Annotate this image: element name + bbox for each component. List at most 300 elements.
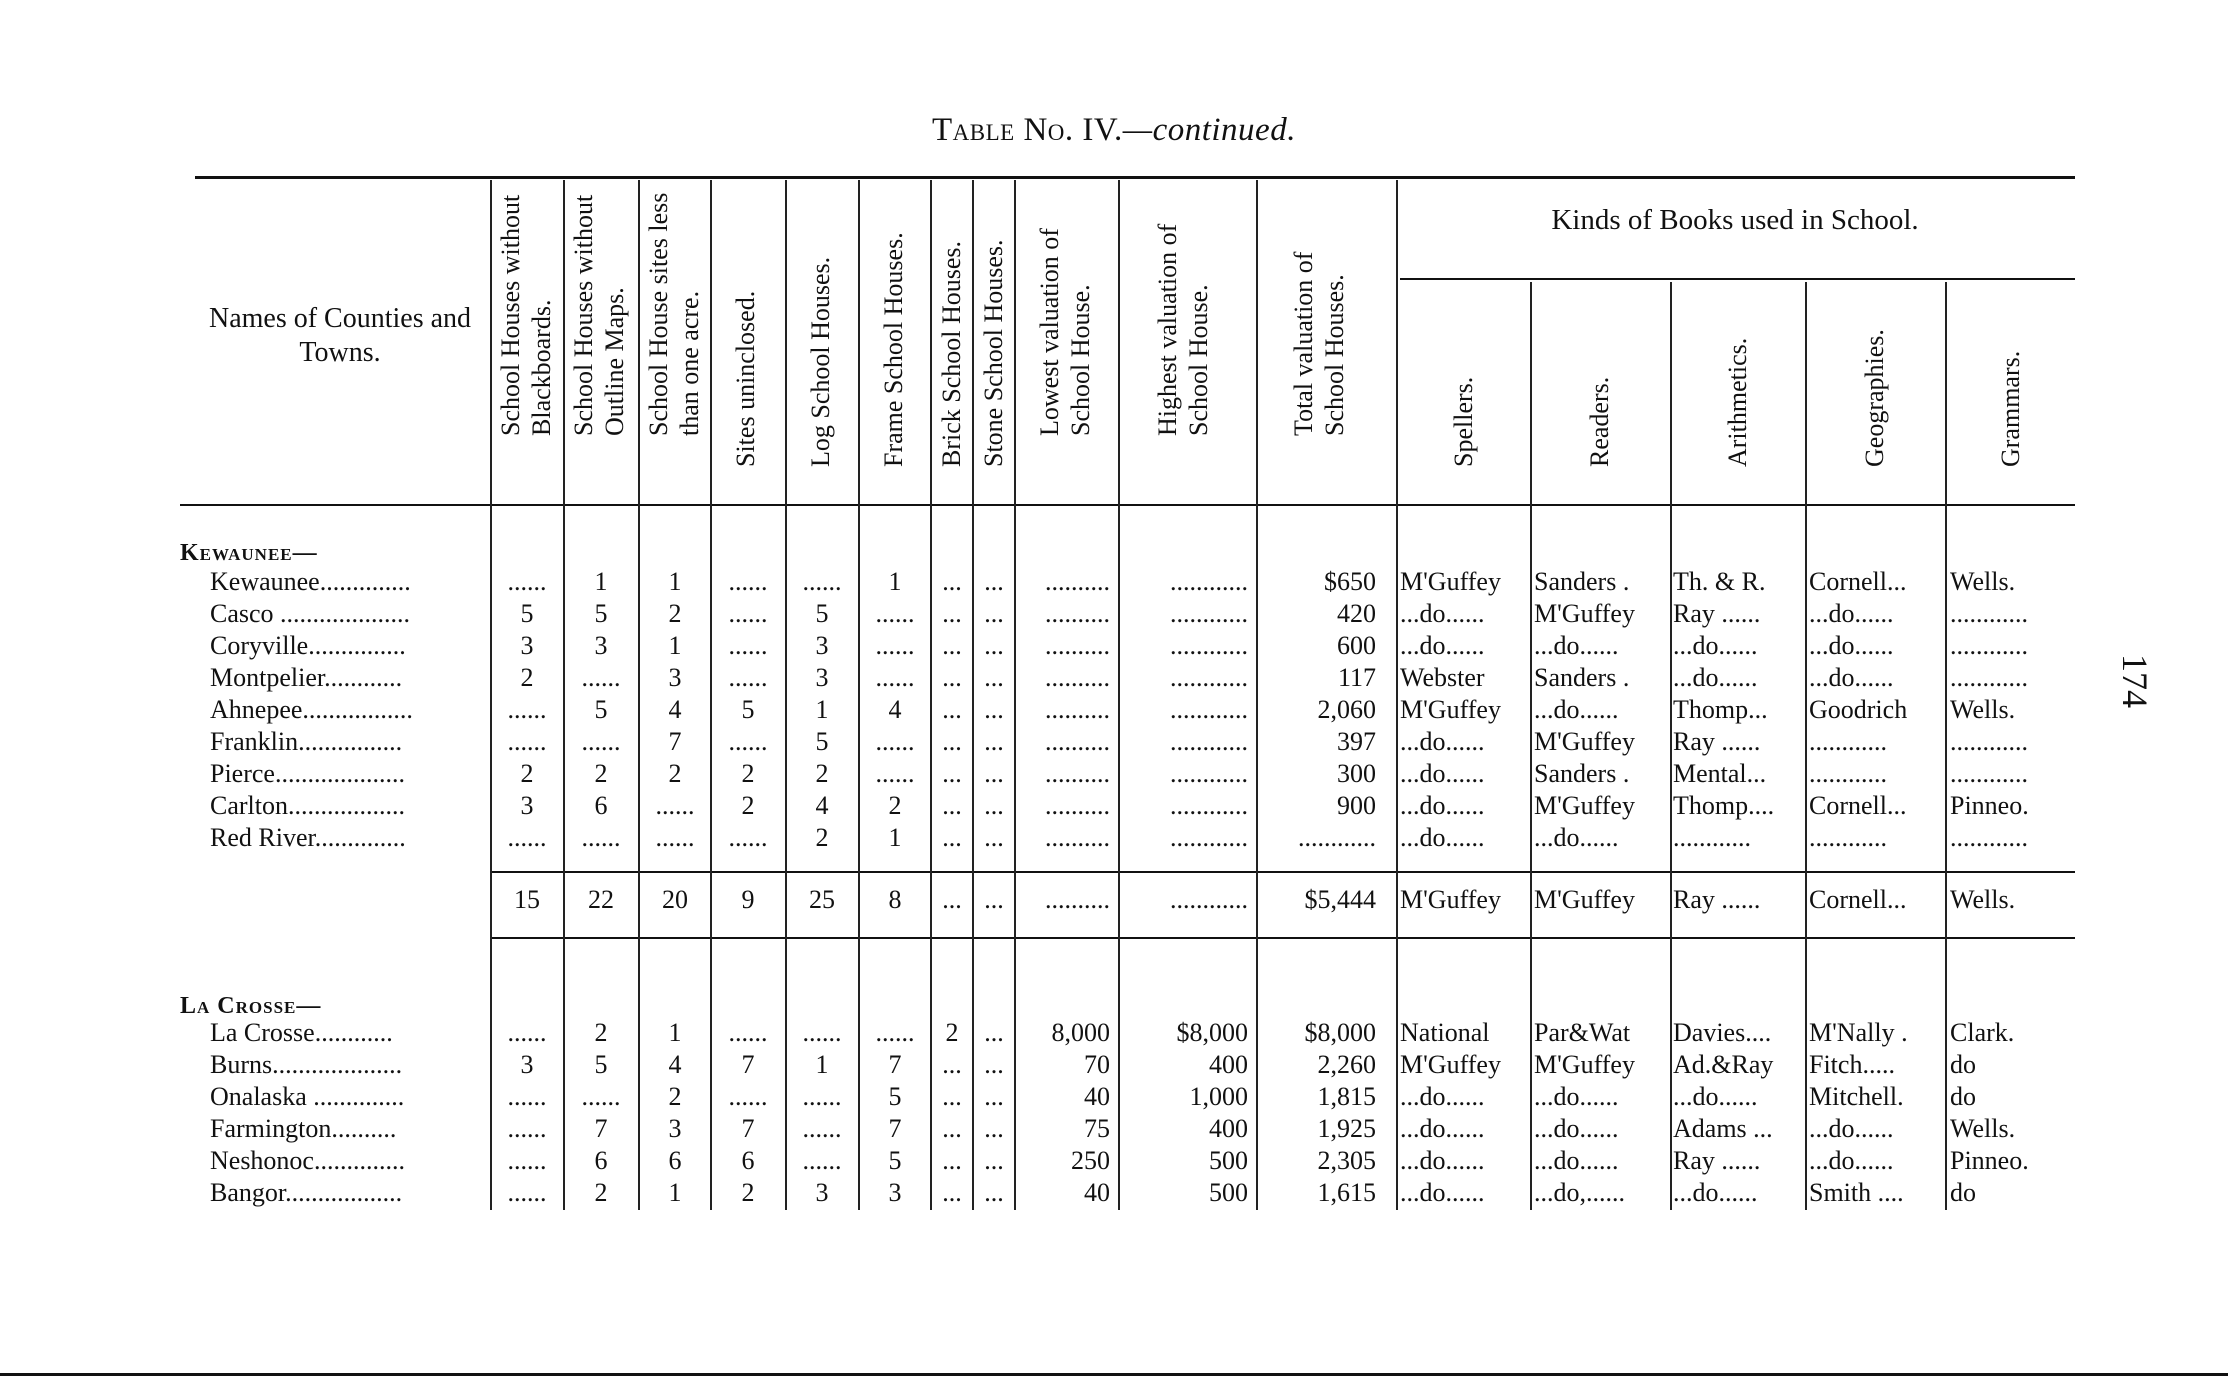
total-valuation-cell: $8,000 bbox=[1304, 1018, 1376, 1047]
geographies-cell: Cornell... bbox=[1809, 791, 1907, 820]
outline-maps-cell: ...... bbox=[581, 1082, 621, 1111]
sites-less-acre-cell: 1 bbox=[668, 631, 682, 660]
arithmetics-cell: Ray ...... bbox=[1673, 885, 1761, 914]
geographies-cell: Fitch..... bbox=[1809, 1050, 1895, 1079]
log-houses-cell: 3 bbox=[815, 663, 829, 692]
readers-cell: Par&Wat bbox=[1534, 1018, 1631, 1047]
town-name: Onalaska .............. bbox=[210, 1082, 405, 1111]
sites-less-acre-cell: 2 bbox=[668, 599, 682, 628]
readers-cell: ...do...... bbox=[1534, 1114, 1619, 1143]
highest-valuation-cell: $8,000 bbox=[1176, 1018, 1248, 1047]
spellers-cell: ...do...... bbox=[1400, 759, 1485, 788]
geographies-cell: ...do...... bbox=[1809, 599, 1894, 628]
grammars-cell: Wells. bbox=[1950, 567, 2016, 596]
log-houses-cell: 5 bbox=[815, 599, 829, 628]
highest-valuation-cell: 400 bbox=[1209, 1050, 1248, 1079]
sites-uninclosed-cell: ...... bbox=[728, 567, 768, 596]
brick-houses-cell: ... bbox=[942, 599, 962, 628]
total-valuation-cell: 2,305 bbox=[1317, 1146, 1376, 1175]
lowest-valuation-cell: 70 bbox=[1084, 1050, 1110, 1079]
stone-houses-cell: ... bbox=[984, 885, 1004, 914]
stone-houses-cell: ... bbox=[984, 823, 1004, 852]
sites-uninclosed-cell: 2 bbox=[741, 791, 755, 820]
total-bottom-rule bbox=[492, 937, 2075, 939]
highest-valuation-cell: 500 bbox=[1209, 1146, 1248, 1175]
blackboards-cell: ...... bbox=[507, 823, 547, 852]
highest-valuation-cell: ............ bbox=[1170, 599, 1248, 628]
outline-maps-cell: 6 bbox=[594, 791, 608, 820]
log-houses-cell: 2 bbox=[815, 759, 829, 788]
sites-uninclosed-cell: 7 bbox=[741, 1114, 755, 1143]
geographies-cell: Goodrich bbox=[1809, 695, 1908, 724]
table-title-continued: —continued. bbox=[1122, 112, 1296, 148]
arithmetics-cell: Th. & R. bbox=[1673, 567, 1766, 596]
header-readers: Readers. bbox=[1585, 376, 1614, 467]
sites-uninclosed-cell: ...... bbox=[728, 663, 768, 692]
grammars-cell: ............ bbox=[1950, 727, 2028, 756]
grammars-cell: Wells. bbox=[1950, 695, 2016, 724]
blackboards-cell: 3 bbox=[520, 791, 534, 820]
blackboards-cell: ...... bbox=[507, 567, 547, 596]
brick-houses-cell: ... bbox=[942, 695, 962, 724]
blackboards-cell: 2 bbox=[520, 759, 534, 788]
outline-maps-cell: 5 bbox=[594, 1050, 608, 1079]
readers-cell: ...do...... bbox=[1534, 695, 1619, 724]
total-valuation-cell: 397 bbox=[1337, 727, 1376, 756]
grammars-cell: ............ bbox=[1950, 599, 2028, 628]
highest-valuation-cell: ............ bbox=[1170, 631, 1248, 660]
stone-houses-cell: ... bbox=[984, 1178, 1004, 1207]
spellers-cell: M'Guffey bbox=[1400, 567, 1501, 596]
lowest-valuation-cell: .......... bbox=[1045, 663, 1110, 692]
spellers-cell: ...do...... bbox=[1400, 791, 1485, 820]
town-name: Franklin................ bbox=[210, 727, 403, 756]
brick-houses-cell: ... bbox=[942, 631, 962, 660]
lowest-valuation-cell: .......... bbox=[1045, 631, 1110, 660]
log-houses-cell: 4 bbox=[815, 791, 829, 820]
town-name bbox=[210, 884, 485, 916]
table-row bbox=[0, 726, 2228, 758]
town-name: Ahnepee................. bbox=[210, 695, 413, 724]
frame-houses-cell: 2 bbox=[888, 791, 902, 820]
sites-uninclosed-cell: 7 bbox=[741, 1050, 755, 1079]
sites-uninclosed-cell: ...... bbox=[728, 631, 768, 660]
highest-valuation-cell: ............ bbox=[1170, 823, 1248, 852]
sites-less-acre-cell: 2 bbox=[668, 1082, 682, 1111]
brick-houses-cell: ... bbox=[942, 823, 962, 852]
readers-cell: M'Guffey bbox=[1534, 727, 1635, 756]
grammars-cell: do bbox=[1950, 1178, 1976, 1207]
brick-houses-cell: ... bbox=[942, 759, 962, 788]
frame-houses-cell: 3 bbox=[888, 1178, 902, 1207]
table-row bbox=[0, 1145, 2228, 1177]
log-houses-cell: ...... bbox=[802, 1146, 842, 1175]
total-valuation-cell: ............ bbox=[1298, 823, 1376, 852]
names-column-header: Names of Counties and Towns. bbox=[208, 303, 472, 368]
header-sites-less-acre: School House sites less than one acre. bbox=[644, 192, 704, 436]
grammars-cell: Pinneo. bbox=[1950, 1146, 2029, 1175]
stone-houses-cell: ... bbox=[984, 1114, 1004, 1143]
blackboards-cell: ...... bbox=[507, 1146, 547, 1175]
lowest-valuation-cell: 8,000 bbox=[1051, 1018, 1110, 1047]
spellers-cell: ...do...... bbox=[1400, 1178, 1485, 1207]
blackboards-cell: 3 bbox=[520, 631, 534, 660]
outline-maps-cell: ...... bbox=[581, 823, 621, 852]
log-houses-cell: 5 bbox=[815, 727, 829, 756]
total-valuation-cell: 1,925 bbox=[1317, 1114, 1376, 1143]
town-name: Coryville............... bbox=[210, 631, 406, 660]
grammars-cell: ............ bbox=[1950, 663, 2028, 692]
frame-houses-cell: 1 bbox=[888, 823, 902, 852]
geographies-cell: ............ bbox=[1809, 727, 1887, 756]
table-row bbox=[0, 598, 2228, 630]
table-row bbox=[0, 1081, 2228, 1113]
total-valuation-cell: 420 bbox=[1337, 599, 1376, 628]
brick-houses-cell: ... bbox=[942, 885, 962, 914]
frame-houses-cell: ...... bbox=[875, 727, 915, 756]
readers-cell: ...do...... bbox=[1534, 1146, 1619, 1175]
geographies-cell: ...do...... bbox=[1809, 1146, 1894, 1175]
highest-valuation-cell: ............ bbox=[1170, 727, 1248, 756]
log-houses-cell: ...... bbox=[802, 1082, 842, 1111]
geographies-cell: Cornell... bbox=[1809, 567, 1907, 596]
blackboards-cell: 3 bbox=[520, 1050, 534, 1079]
sites-less-acre-cell: 4 bbox=[668, 1050, 682, 1079]
highest-valuation-cell: ............ bbox=[1170, 791, 1248, 820]
grammars-cell: do bbox=[1950, 1050, 1976, 1079]
outline-maps-cell: 2 bbox=[594, 759, 608, 788]
brick-houses-cell: ... bbox=[942, 1146, 962, 1175]
header-total-valuation: Total valuation of School Houses. bbox=[1289, 251, 1349, 436]
spellers-cell: ...do...... bbox=[1400, 1082, 1485, 1111]
arithmetics-cell: Adams ... bbox=[1673, 1114, 1773, 1143]
readers-cell: Sanders . bbox=[1534, 663, 1630, 692]
header-grammars: Grammars. bbox=[1996, 350, 2025, 467]
frame-houses-cell: 7 bbox=[888, 1050, 902, 1079]
county-label-kewaunee: Kewaunee— bbox=[180, 540, 318, 566]
log-houses-cell: 1 bbox=[815, 695, 829, 724]
outline-maps-cell: 2 bbox=[594, 1178, 608, 1207]
town-name: Burns.................... bbox=[210, 1050, 403, 1079]
blackboards-cell: ...... bbox=[507, 695, 547, 724]
header-brick-school-houses: Brick School Houses. bbox=[937, 240, 966, 467]
outline-maps-cell: 3 bbox=[594, 631, 608, 660]
geographies-cell: ............ bbox=[1809, 759, 1887, 788]
sites-less-acre-cell: 3 bbox=[668, 663, 682, 692]
geographies-cell: Cornell... bbox=[1809, 885, 1907, 914]
frame-houses-cell: 8 bbox=[888, 885, 902, 914]
outline-maps-cell: 6 bbox=[594, 1146, 608, 1175]
total-valuation-cell: 600 bbox=[1337, 631, 1376, 660]
sites-uninclosed-cell: ...... bbox=[728, 823, 768, 852]
spellers-cell: ...do...... bbox=[1400, 1146, 1485, 1175]
spellers-cell: ...do...... bbox=[1400, 631, 1485, 660]
brick-houses-cell: ... bbox=[942, 1050, 962, 1079]
frame-houses-cell: 5 bbox=[888, 1082, 902, 1111]
total-valuation-cell: $650 bbox=[1324, 567, 1376, 596]
town-name: Bangor.................. bbox=[210, 1178, 403, 1207]
outline-maps-cell: 5 bbox=[594, 695, 608, 724]
sites-less-acre-cell: 2 bbox=[668, 759, 682, 788]
log-houses-cell: 25 bbox=[809, 885, 835, 914]
sites-less-acre-cell: 7 bbox=[668, 727, 682, 756]
log-houses-cell: 1 bbox=[815, 1050, 829, 1079]
readers-cell: Sanders . bbox=[1534, 567, 1630, 596]
sites-less-acre-cell: 6 bbox=[668, 1146, 682, 1175]
page-number: 174 bbox=[2115, 654, 2155, 708]
spellers-cell: M'Guffey bbox=[1400, 1050, 1501, 1079]
table-title bbox=[0, 112, 2228, 149]
town-name: Carlton.................. bbox=[210, 791, 405, 820]
sites-less-acre-cell: ...... bbox=[655, 823, 695, 852]
grammars-cell: ............ bbox=[1950, 823, 2028, 852]
spellers-cell: Webster bbox=[1400, 663, 1485, 692]
spellers-cell: M'Guffey bbox=[1400, 885, 1501, 914]
header-log-school-houses: Log School Houses. bbox=[806, 256, 835, 467]
arithmetics-cell: Ray ...... bbox=[1673, 727, 1761, 756]
frame-houses-cell: ...... bbox=[875, 1018, 915, 1047]
highest-valuation-cell: ............ bbox=[1170, 695, 1248, 724]
blackboards-cell: ...... bbox=[507, 1082, 547, 1111]
stone-houses-cell: ... bbox=[984, 599, 1004, 628]
sites-less-acre-cell: 1 bbox=[668, 1178, 682, 1207]
blackboards-cell: 15 bbox=[514, 885, 540, 914]
brick-houses-cell: ... bbox=[942, 727, 962, 756]
stone-houses-cell: ... bbox=[984, 1018, 1004, 1047]
geographies-cell: Smith .... bbox=[1809, 1178, 1904, 1207]
arithmetics-cell: ............ bbox=[1673, 823, 1751, 852]
lowest-valuation-cell: .......... bbox=[1045, 791, 1110, 820]
geographies-cell: ...do...... bbox=[1809, 631, 1894, 660]
frame-houses-cell: ...... bbox=[875, 599, 915, 628]
total-valuation-cell: 2,260 bbox=[1317, 1050, 1376, 1079]
grammars-cell: do bbox=[1950, 1082, 1976, 1111]
frame-houses-cell: ...... bbox=[875, 759, 915, 788]
town-name: Kewaunee.............. bbox=[210, 567, 411, 596]
frame-houses-cell: ...... bbox=[875, 631, 915, 660]
table-row bbox=[0, 1017, 2228, 1049]
outline-maps-cell: ...... bbox=[581, 663, 621, 692]
sites-less-acre-cell: 20 bbox=[662, 885, 688, 914]
total-valuation-cell: $5,444 bbox=[1304, 885, 1376, 914]
spellers-cell: National bbox=[1400, 1018, 1490, 1047]
blackboards-cell: ...... bbox=[507, 727, 547, 756]
brick-houses-cell: ... bbox=[942, 791, 962, 820]
table-row bbox=[0, 694, 2228, 726]
sites-uninclosed-cell: ...... bbox=[728, 1082, 768, 1111]
brick-houses-cell: ... bbox=[942, 663, 962, 692]
grammars-cell: Wells. bbox=[1950, 885, 2016, 914]
spellers-cell: ...do...... bbox=[1400, 1114, 1485, 1143]
outline-maps-cell: 2 bbox=[594, 1018, 608, 1047]
spellers-cell: ...do...... bbox=[1400, 727, 1485, 756]
lowest-valuation-cell: .......... bbox=[1045, 727, 1110, 756]
arithmetics-cell: Ray ...... bbox=[1673, 599, 1761, 628]
table-title-main: Table No. IV. bbox=[932, 112, 1123, 148]
highest-valuation-cell: ............ bbox=[1170, 663, 1248, 692]
table-row bbox=[0, 1113, 2228, 1145]
readers-cell: ...do,...... bbox=[1534, 1178, 1625, 1207]
highest-valuation-cell: ............ bbox=[1170, 759, 1248, 788]
town-name: Red River.............. bbox=[210, 823, 406, 852]
stone-houses-cell: ... bbox=[984, 567, 1004, 596]
arithmetics-cell: Thomp.... bbox=[1673, 791, 1775, 820]
stone-houses-cell: ... bbox=[984, 663, 1004, 692]
geographies-cell: ............ bbox=[1809, 823, 1887, 852]
table-row bbox=[0, 1049, 2228, 1081]
arithmetics-cell: Mental... bbox=[1673, 759, 1767, 788]
log-houses-cell: ...... bbox=[802, 567, 842, 596]
frame-houses-cell: 1 bbox=[888, 567, 902, 596]
header-stone-school-houses: Stone School Houses. bbox=[979, 239, 1008, 467]
frame-houses-cell: 4 bbox=[888, 695, 902, 724]
sites-uninclosed-cell: 2 bbox=[741, 1178, 755, 1207]
stone-houses-cell: ... bbox=[984, 1082, 1004, 1111]
town-name: La Crosse............ bbox=[210, 1018, 393, 1047]
highest-valuation-cell: ............ bbox=[1170, 885, 1248, 914]
highest-valuation-cell: 500 bbox=[1209, 1178, 1248, 1207]
stone-houses-cell: ... bbox=[984, 1050, 1004, 1079]
log-houses-cell: 3 bbox=[815, 1178, 829, 1207]
table-row bbox=[0, 662, 2228, 694]
sites-uninclosed-cell: ...... bbox=[728, 599, 768, 628]
stone-houses-cell: ... bbox=[984, 1146, 1004, 1175]
header-outline-maps: School Houses without Outline Maps. bbox=[569, 194, 629, 436]
books-group-rule bbox=[1400, 278, 2075, 280]
brick-houses-cell: ... bbox=[942, 1178, 962, 1207]
log-houses-cell: ...... bbox=[802, 1114, 842, 1143]
spellers-cell: ...do...... bbox=[1400, 823, 1485, 852]
brick-houses-cell: ... bbox=[942, 1082, 962, 1111]
header-lowest-valuation: Lowest valuation of School House. bbox=[1035, 228, 1095, 436]
blackboards-cell: ...... bbox=[507, 1114, 547, 1143]
lowest-valuation-cell: 40 bbox=[1084, 1178, 1110, 1207]
lowest-valuation-cell: 250 bbox=[1071, 1146, 1110, 1175]
geographies-cell: Mitchell. bbox=[1809, 1082, 1904, 1111]
header-highest-valuation: Highest valuation of School House. bbox=[1153, 223, 1213, 436]
total-valuation-cell: 2,060 bbox=[1317, 695, 1376, 724]
sites-less-acre-cell: 1 bbox=[668, 567, 682, 596]
town-name: Pierce.................... bbox=[210, 759, 405, 788]
outline-maps-cell: 7 bbox=[594, 1114, 608, 1143]
spellers-cell: ...do...... bbox=[1400, 599, 1485, 628]
stone-houses-cell: ... bbox=[984, 631, 1004, 660]
sites-uninclosed-cell: 5 bbox=[741, 695, 755, 724]
page-bottom-rule bbox=[0, 1373, 2228, 1376]
lowest-valuation-cell: .......... bbox=[1045, 759, 1110, 788]
sites-uninclosed-cell: 2 bbox=[741, 759, 755, 788]
blackboards-cell: 5 bbox=[520, 599, 534, 628]
sites-less-acre-cell: 4 bbox=[668, 695, 682, 724]
outline-maps-cell: 22 bbox=[588, 885, 614, 914]
arithmetics-cell: Ad.&Ray bbox=[1673, 1050, 1774, 1079]
stone-houses-cell: ... bbox=[984, 695, 1004, 724]
header-blackboards: School Houses without Blackboards. bbox=[496, 194, 556, 436]
total-valuation-cell: 900 bbox=[1337, 791, 1376, 820]
header-sites-uninclosed: Sites uninclosed. bbox=[731, 290, 760, 467]
arithmetics-cell: ...do...... bbox=[1673, 1082, 1758, 1111]
arithmetics-cell: Ray ...... bbox=[1673, 1146, 1761, 1175]
frame-houses-cell: 7 bbox=[888, 1114, 902, 1143]
outline-maps-cell: ...... bbox=[581, 727, 621, 756]
table-row bbox=[0, 790, 2228, 822]
readers-cell: M'Guffey bbox=[1534, 1050, 1635, 1079]
frame-houses-cell: 5 bbox=[888, 1146, 902, 1175]
sites-uninclosed-cell: 6 bbox=[741, 1146, 755, 1175]
header-arithmetics: Arithmetics. bbox=[1723, 337, 1752, 467]
lowest-valuation-cell: .......... bbox=[1045, 823, 1110, 852]
readers-cell: Sanders . bbox=[1534, 759, 1630, 788]
blackboards-cell: 2 bbox=[520, 663, 534, 692]
highest-valuation-cell: 400 bbox=[1209, 1114, 1248, 1143]
town-name: Neshonoc.............. bbox=[210, 1146, 405, 1175]
brick-houses-cell: ... bbox=[942, 567, 962, 596]
total-valuation-cell: 1,615 bbox=[1317, 1178, 1376, 1207]
readers-cell: ...do...... bbox=[1534, 631, 1619, 660]
readers-cell: M'Guffey bbox=[1534, 599, 1635, 628]
header-frame-school-houses: Frame School Houses. bbox=[879, 232, 908, 467]
blackboards-cell: ...... bbox=[507, 1018, 547, 1047]
grammars-cell: ............ bbox=[1950, 631, 2028, 660]
readers-cell: ...do...... bbox=[1534, 823, 1619, 852]
grammars-cell: Pinneo. bbox=[1950, 791, 2029, 820]
spellers-cell: M'Guffey bbox=[1400, 695, 1501, 724]
table-row bbox=[0, 630, 2228, 662]
arithmetics-cell: Davies.... bbox=[1673, 1018, 1772, 1047]
table-row bbox=[0, 1177, 2228, 1209]
total-row bbox=[0, 884, 2228, 916]
blackboards-cell: ...... bbox=[507, 1178, 547, 1207]
lowest-valuation-cell: .......... bbox=[1045, 695, 1110, 724]
stone-houses-cell: ... bbox=[984, 791, 1004, 820]
arithmetics-cell: Thomp... bbox=[1673, 695, 1768, 724]
table-row bbox=[0, 758, 2228, 790]
header-spellers: Spellers. bbox=[1449, 376, 1478, 467]
lowest-valuation-cell: 40 bbox=[1084, 1082, 1110, 1111]
arithmetics-cell: ...do...... bbox=[1673, 1178, 1758, 1207]
top-rule bbox=[195, 176, 2075, 179]
books-group-header: Kinds of Books used in School. bbox=[1551, 204, 1919, 236]
highest-valuation-cell: 1,000 bbox=[1189, 1082, 1248, 1111]
geographies-cell: ...do...... bbox=[1809, 663, 1894, 692]
log-houses-cell: ...... bbox=[802, 1018, 842, 1047]
header-geographies: Geographies. bbox=[1860, 329, 1889, 467]
sites-less-acre-cell: 1 bbox=[668, 1018, 682, 1047]
stone-houses-cell: ... bbox=[984, 759, 1004, 788]
readers-cell: M'Guffey bbox=[1534, 791, 1635, 820]
county-label-la-crosse: La Crosse— bbox=[180, 993, 322, 1019]
sites-less-acre-cell: ...... bbox=[655, 791, 695, 820]
header-bottom-rule bbox=[180, 504, 2075, 506]
log-houses-cell: 2 bbox=[815, 823, 829, 852]
town-name: Casco .................... bbox=[210, 599, 411, 628]
town-name: Montpelier............ bbox=[210, 663, 403, 692]
outline-maps-cell: 1 bbox=[594, 567, 608, 596]
outline-maps-cell: 5 bbox=[594, 599, 608, 628]
log-houses-cell: 3 bbox=[815, 631, 829, 660]
sites-uninclosed-cell: 9 bbox=[741, 885, 755, 914]
arithmetics-cell: ...do...... bbox=[1673, 631, 1758, 660]
highest-valuation-cell: ............ bbox=[1170, 567, 1248, 596]
total-valuation-cell: 300 bbox=[1337, 759, 1376, 788]
lowest-valuation-cell: .......... bbox=[1045, 885, 1110, 914]
total-valuation-cell: 1,815 bbox=[1317, 1082, 1376, 1111]
sites-less-acre-cell: 3 bbox=[668, 1114, 682, 1143]
town-name: Farmington.......... bbox=[210, 1114, 397, 1143]
lowest-valuation-cell: .......... bbox=[1045, 567, 1110, 596]
table-row bbox=[0, 822, 2228, 854]
geographies-cell: M'Nally . bbox=[1809, 1018, 1908, 1047]
